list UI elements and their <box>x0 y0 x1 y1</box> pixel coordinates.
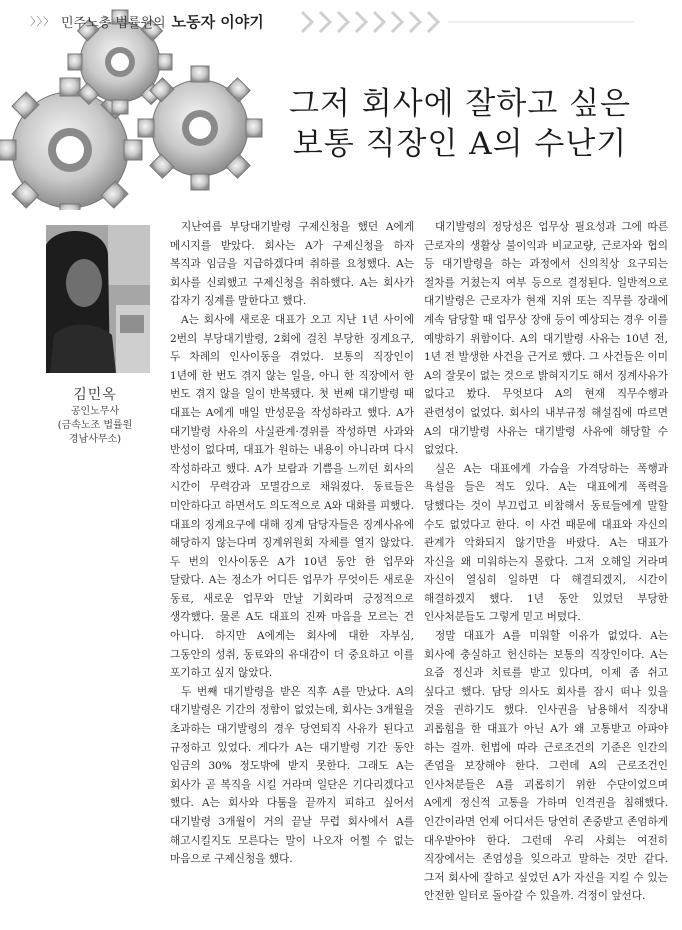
title-line-1: 그저 회사에 잘하고 싶은 <box>288 86 632 122</box>
chevron-band <box>298 9 638 35</box>
series-label <box>30 8 264 34</box>
article-header <box>0 0 682 210</box>
author-org-line-1: (금속노조 법률원 <box>57 420 133 431</box>
paragraph: 지난여름 부당대기발령 구제신청을 했던 A에게 메시지를 받았다. 회사는 A가 구제신청을 하자 복직과 임금을 지급하겠다며 취하를 요청했다. A는 회사를 신뢰했고 구제신청을 취하했다. A는 회사가 갑자기 징계를 말한다고 했다. <box>170 221 414 308</box>
series-emphasis: 노동자 이야기 <box>171 12 264 31</box>
article-title <box>250 84 670 164</box>
author-info <box>20 385 170 447</box>
paragraph: 대기발령의 정당성은 업무상 필요성과 그에 따른 근로자의 생활상 불이익과 비교교량, 근로자와 협의 등 대기발령을 하는 과정에서 신의칙상 요구되는 절차를 거쳤는지 여부 등으로 결정된다. 일반적으로 대기발령은 근로자가 현재 지위 또는 직무를 장래에 계속 담당할 때 업무상 장애 등이 예상되는 경우 이를 예방하기 위함이다. A의 대기발령 사유는 10년 전, 1년 전 발생한 사건을 근거로 했다. 그 사건들은 이미 A의 잘못이 없는 것으로 밝혀지기도 해서 징계사유가 없다고 봤다. 무엇보다 A의 현재 직무수행과 관련성이 없었다. 회사의 내부규정 해설집에 따르면 A의 대기발령 사유는 대기발령 사유에 해당할 수 없었다. <box>424 221 668 457</box>
author-org-line-2: 경남사무소) <box>68 434 122 445</box>
paragraph: 실은 A는 대표에게 가슴을 가격당하는 폭행과 욕설을 들은 적도 있다. A는 대표에게 폭력을 당했다는 것이 부끄럽고 비참해서 동료들에게 말할 수도 없었다고 한다. 이 사건 때문에 대표와 자신의 관계가 악화되지 않기만을 바랐다. A는 대표가 자신을 왜 미워하는지 몰랐다. 그저 오해일 거라며 자신이 열심히 일하면 다 해결되겠지, 시간이 해결하겠지 했다. 1년 동안 있었던 부당한 인사처분들도 그렇게 믿고 버텼다. <box>424 462 668 624</box>
series-prefix: 민주노총 법률원의 <box>61 15 166 31</box>
portrait-image <box>46 225 150 373</box>
author-name: 김민옥 <box>73 387 117 403</box>
paragraph: A는 회사에 새로운 대표가 오고 지난 1년 사이에 2번의 부당대기발령, 2회에 걸친 부당한 징계요구, 두 차례의 인사이동을 겪었다. 보통의 직장인이 1년에 한 번도 겪지 않는 일을, 아니 한 직장에서 한 번도 겪지 않을 일이 반복됐다. 첫 번째 대기발령 때 대표는 A에게 매일 반성문을 작성하라고 했다. A가 대기발령 사유의 사실관계·경위를 작성하면 사과와 반성이 없다며, 대표가 원하는 내용이 아니라며 다시 작성하라고 했다. A가 보람과 기쁨을 느끼던 회사의 시간이 무력감과 모멸감으로 채워졌다. 동료들은 미안하다고 하면서도 의도적으로 A와 대화를 피했다. 대표의 징계요구에 대해 징계 담당자들은 징계사유에 해당하지 않는다며 징계위원회 자체를 열지 않았다. 두 번의 인사이동은 A가 10년 동안 한 업무와 달랐다. A는 정소가 어디든 업무가 무엇이든 새로운 동료, 새로운 업무와 만날 기회라며 긍정적으로 생각했다. 물론 A도 대표의 진짜 마음을 모르는 건 아니다. 하지만 A에게는 회사에 대한 자부심, 그동안의 성취, 동료와의 유대감이 더 중요하고 이를 포기하고 싶지 않았다. <box>170 313 414 680</box>
author-photo <box>46 225 150 373</box>
author-role: 공인노무사 <box>70 406 120 417</box>
arrows-icon: 〉〉〉 <box>30 15 55 28</box>
paragraph: 두 번째 대기발령을 받은 직후 A를 만났다. A의 대기발령은 기간의 정함이 없었는데, 회사는 3개월을 초과하는 대기발령의 경우 당연퇴직 사유가 된다고 규정하고 있었다. 게다가 A는 대기발령 기간 동안 임금의 30% 정도밖에 받지 못한다. 그래도 A는 회사가 곧 복직을 시킬 거라며 일단은 기다리겠다고 했다. A는 회사와 다툼을 끝까지 피하고 싶어서 대기발령 3개월이 거의 끝날 무렵 회사에서 A를 해고시킬지도 모른다는 말이 나오자 어쩔 수 없는 마음으로 구제신청을 했다. <box>170 685 414 866</box>
article-column-2 <box>424 218 668 906</box>
article-column-1 <box>170 218 414 869</box>
paragraph: 정말 대표가 A를 미워할 이유가 없었다. A는 회사에 충실하고 헌신하는 보통의 직장인이다. A는 요즘 정신과 치료를 받고 있다며, 이제 좀 쉬고 싶다고 했다. 담당 의사도 회사를 잠시 떠나 있을 것을 권하기도 했다. 인사권을 남용해서 직장내 괴롭힘을 한 대표가 아닌 A가 왜 고통받고 아파야 하는 걸까. 헌법에 따라 근로조건의 기준은 인간의 존엄을 보장해야 한다. 그런데 A의 근로조건인 인사처분들은 A를 괴롭히기 위한 수단이었으며 A에게 정신적 고통을 가하며 인격권을 침해했다. 인간이라면 언제 어디서든 당연히 존중받고 존엄하게 대우받아야 한다. 그런데 우리 사회는 여전히 직장에서는 존엄성을 잊으라고 말하는 것만 같다. 그저 회사에 잘하고 싶었던 A가 자신을 지킬 수 있는 안전한 일터로 돌아갈 수 있을까. 걱정이 앞선다. <box>424 630 668 903</box>
gear-icon <box>138 66 262 190</box>
title-line-2: 보통 직장인 A의 수난기 <box>292 126 628 162</box>
